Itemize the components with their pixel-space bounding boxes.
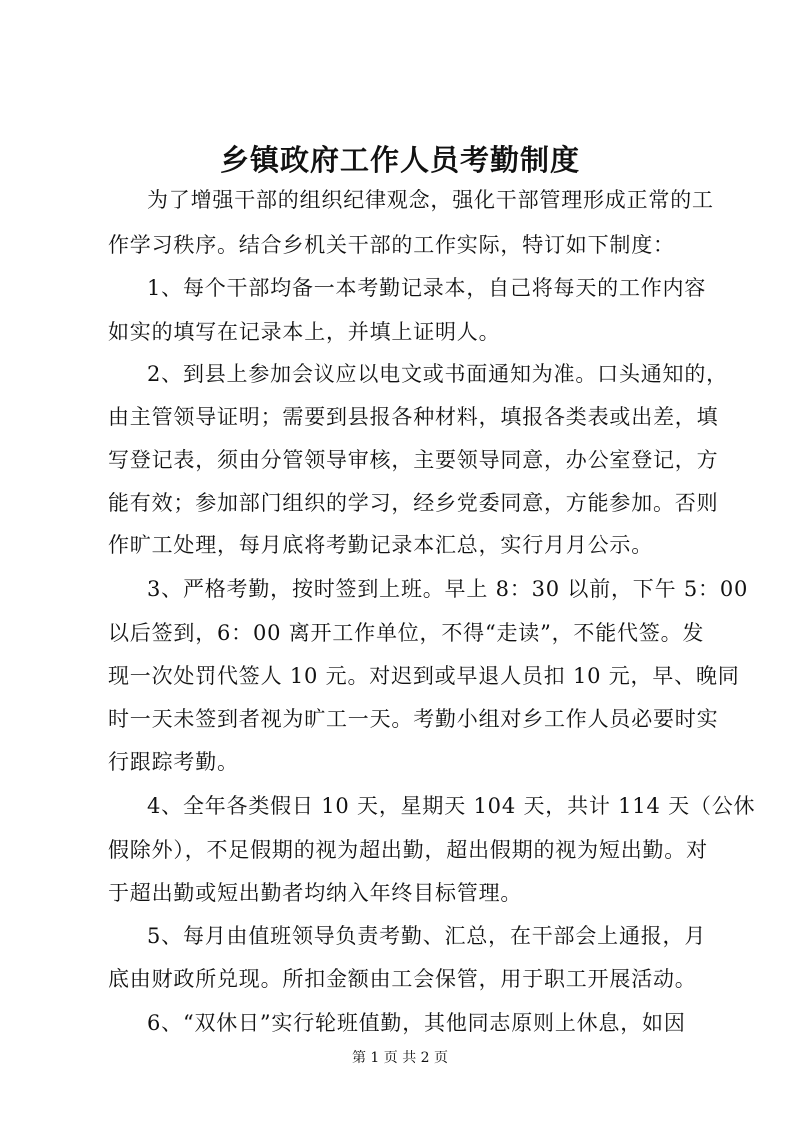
body-line: 现一次处罚代签人 10 元。对迟到或早退人员扣 10 元，早、晚同 <box>108 664 740 688</box>
body-line: 时一天未签到者视为旷工一天。考勤小组对乡工作人员必要时实 <box>108 707 719 731</box>
body-line: 由主管领导证明；需要到县报各种材料，填报各类表或出差，填 <box>108 405 719 429</box>
body-line: 如实的填写在记录本上，并填上证明人。 <box>108 320 501 344</box>
body-line: 作学习秩序。结合乡机关干部的工作实际，特订如下制度： <box>108 233 675 257</box>
body-line: 能有效；参加部门组织的学习，经乡党委同意，方能参加。否则 <box>108 491 719 515</box>
page-number-footer: 第 1 页 共 2 页 <box>351 1050 449 1066</box>
body-line: 假除外），不足假期的视为超出勤，超出假期的视为短出勤。对 <box>108 838 708 862</box>
document-title: 乡镇政府工作人员考勤制度 <box>219 143 580 177</box>
body-line: 1、每个干部均备一本考勤记录本，自己将每天的工作内容 <box>147 276 707 300</box>
body-line: 2、到县上参加会议应以电文或书面通知为准。口头通知的， <box>147 362 728 386</box>
body-line: 5、每月由值班领导负责考勤、汇总，在干部会上通报，月 <box>147 924 707 948</box>
body-line: 为了增强干部的组织纪律观念，强化干部管理形成正常的工 <box>147 188 714 212</box>
body-line: 底由财政所兑现。所扣金额由工会保管，用于职工开展活动。 <box>108 967 697 991</box>
body-line: 以后签到，6：00 离开工作单位，不得“走读”，不能代签。发 <box>108 621 705 645</box>
body-line: 作旷工处理，每月底将考勤记录本汇总，实行月月公示。 <box>108 533 653 557</box>
body-line: 写登记表，须由分管领导审核，主要领导同意，办公室登记，方 <box>108 448 719 472</box>
body-line: 于超出勤或短出勤者均纳入年终目标管理。 <box>108 881 523 905</box>
body-line: 6、“双休日”实行轮班值勤，其他同志原则上休息，如因 <box>147 1011 686 1035</box>
body-line: 行跟踪考勤。 <box>108 750 239 774</box>
body-line: 4、全年各类假日 10 天，星期天 104 天，共计 114 天（公休 <box>147 794 756 818</box>
body-line: 3、严格考勤，按时签到上班。早上 8：30 以前，下午 5：00 <box>147 577 749 601</box>
